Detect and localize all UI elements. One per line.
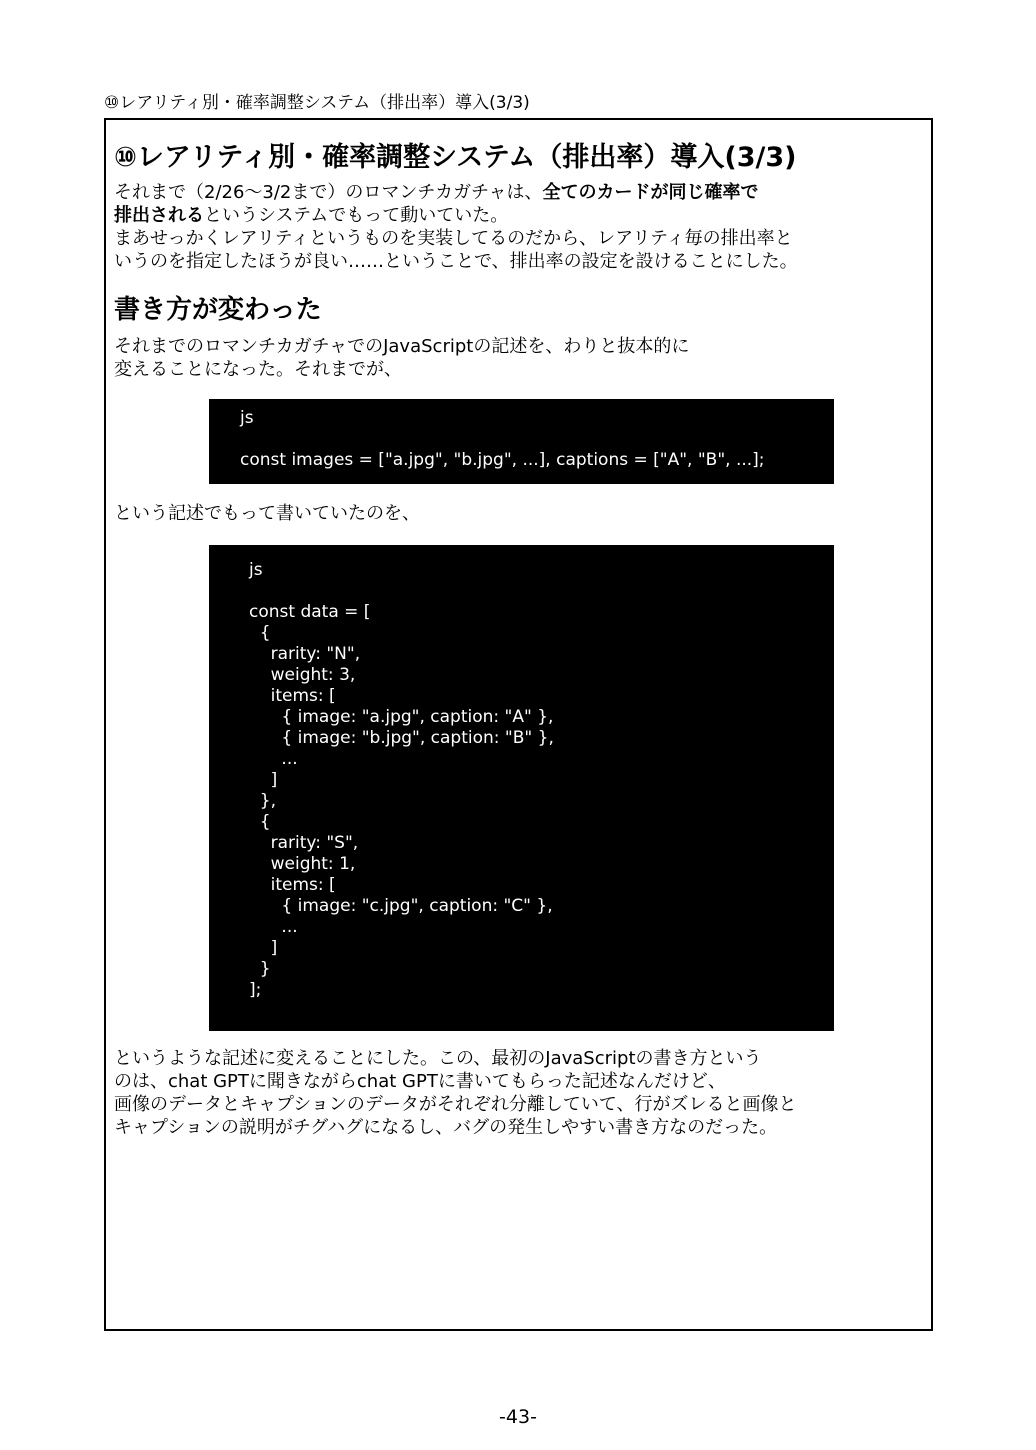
code-line: ... bbox=[249, 749, 298, 769]
code-line bbox=[240, 429, 834, 450]
code-line: ] bbox=[249, 938, 278, 958]
code-line: rarity: "N", bbox=[249, 644, 361, 664]
code-line: js bbox=[249, 560, 263, 580]
intro-line-1 bbox=[114, 181, 798, 204]
code-block-old bbox=[209, 399, 834, 484]
code-block-new bbox=[209, 545, 834, 1031]
para2-line-2: 変えることになった。それまでが、 bbox=[114, 359, 402, 380]
code-line: }, bbox=[249, 791, 277, 811]
paragraph-2 bbox=[114, 335, 689, 381]
intro-line-2 bbox=[114, 204, 798, 227]
para4-line-3: 画像のデータとキャプションのデータがそれぞれ分離していて、行がズレると画像と bbox=[114, 1094, 797, 1115]
para2-line-1: それまでのロマンチカガチャでのJavaScriptの記述を、わりと抜本的に bbox=[114, 336, 690, 357]
code-line: { image: "b.jpg", caption: "B" }, bbox=[249, 728, 554, 748]
code-line: ]; bbox=[249, 980, 262, 1000]
code-line: ... bbox=[249, 917, 298, 937]
code-line: rarity: "S", bbox=[249, 833, 359, 853]
code-line: weight: 3, bbox=[249, 665, 356, 685]
code-line: } bbox=[249, 959, 271, 979]
code-line: js bbox=[240, 408, 254, 428]
intro-line-2-bold: 排出される bbox=[114, 205, 204, 226]
running-header: ⑩レアリティ別・確率調整システム（排出率）導入(3/3) bbox=[104, 93, 530, 113]
code-line: ] bbox=[249, 770, 278, 790]
para3-line-1: という記述でもって書いていたのを、 bbox=[114, 503, 420, 524]
intro-line-4: いうのを指定したほうが良い……ということで、排出率の設定を設けることにした。 bbox=[114, 251, 798, 272]
subheading: 書き方が変わった bbox=[114, 295, 322, 325]
code-line bbox=[249, 581, 834, 602]
intro-line-1-bold: 全てのカードが同じ確率で bbox=[542, 182, 759, 203]
code-line: { bbox=[249, 623, 271, 643]
code-line: items: [ bbox=[249, 686, 336, 706]
paragraph-4 bbox=[114, 1047, 797, 1139]
para4-line-2: のは、chat GPTに聞きながらchat GPTに書いてもらった記述なんだけど、 bbox=[114, 1071, 726, 1092]
code-line: weight: 1, bbox=[249, 854, 356, 874]
intro-line-2-text: というシステムでもって動いていた。 bbox=[204, 205, 509, 226]
code-line: { image: "c.jpg", caption: "C" }, bbox=[249, 896, 553, 916]
section-heading: ⑩レアリティ別・確率調整システム（排出率）導入(3/3) bbox=[114, 142, 797, 173]
code-line: { bbox=[249, 812, 271, 832]
intro-paragraph bbox=[114, 181, 798, 273]
code-line: const images = ["a.jpg", "b.jpg", ...], captions = ["A", "B", ...]; bbox=[240, 450, 765, 470]
code-line: items: [ bbox=[249, 875, 336, 895]
para4-line-1: というような記述に変えることにした。この、最初のJavaScriptの書き方という bbox=[114, 1048, 762, 1069]
code-line: const data = [ bbox=[249, 602, 371, 622]
intro-line-1-text: それまで（2/26〜3/2まで）のロマンチカガチャは、 bbox=[114, 182, 543, 203]
paragraph-3 bbox=[114, 502, 420, 525]
intro-line-3: まあせっかくレアリティというものを実装してるのだから、レアリティ毎の排出率と bbox=[114, 228, 793, 249]
code-line: { image: "a.jpg", caption: "A" }, bbox=[249, 707, 554, 727]
para4-line-4: キャプションの説明がチグハグになるし、バグの発生しやすい書き方なのだった。 bbox=[114, 1117, 778, 1138]
page-number: -43- bbox=[499, 1406, 537, 1428]
